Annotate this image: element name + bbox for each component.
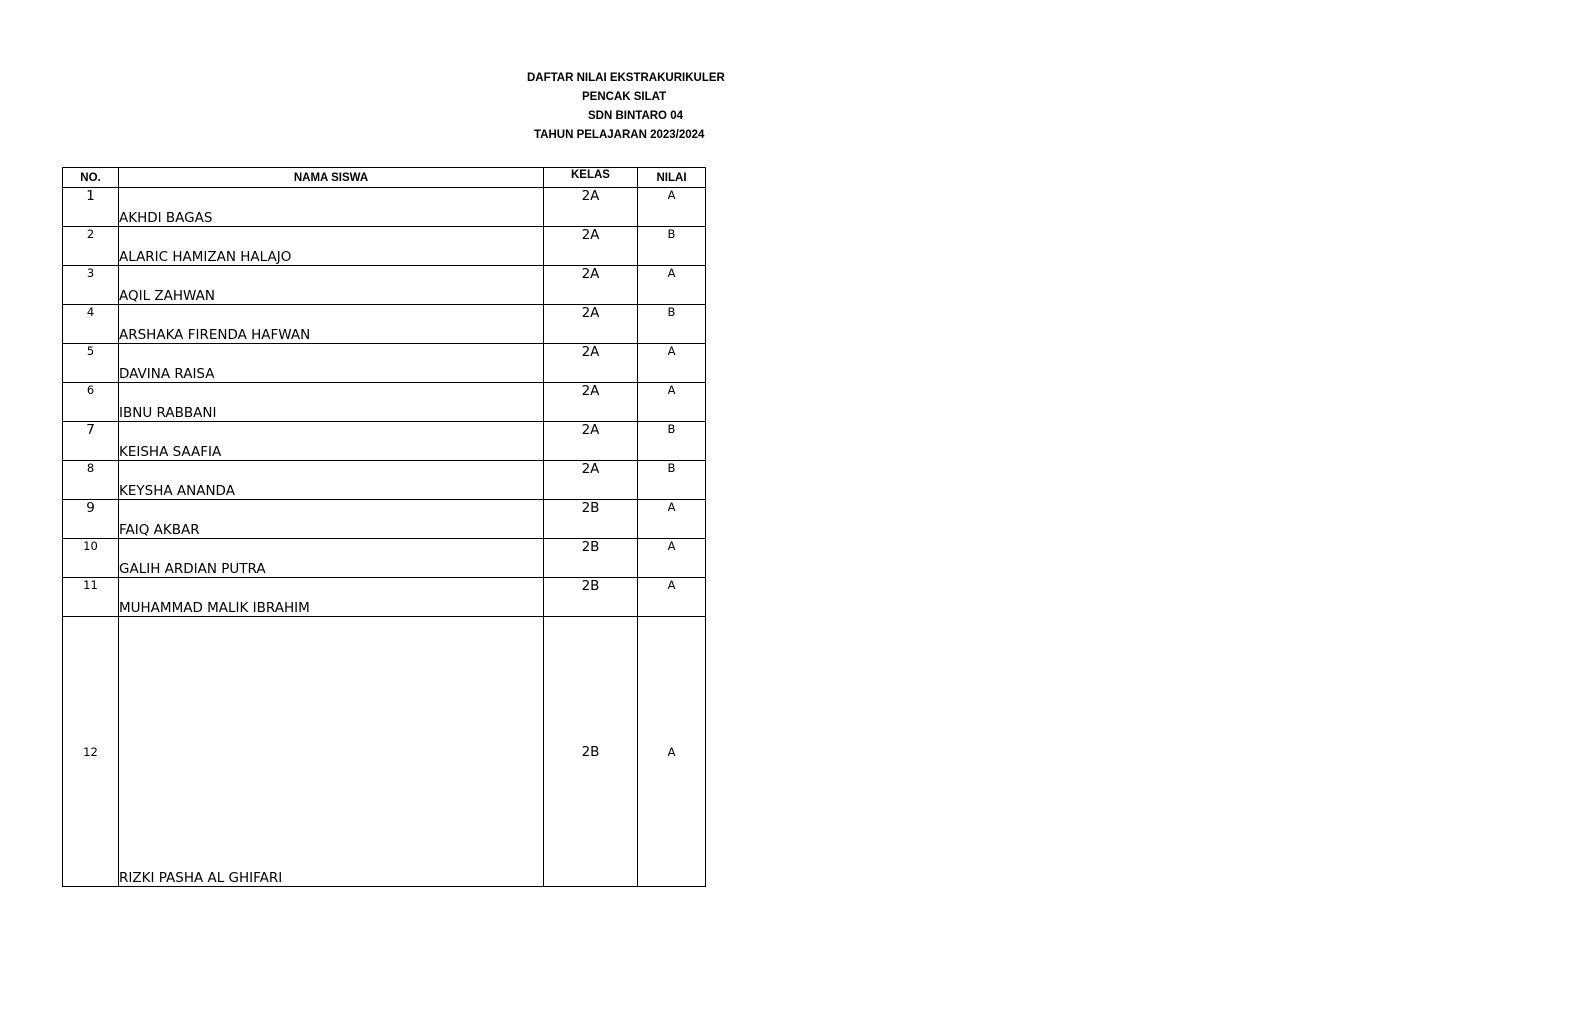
- column-header-kelas: KELAS: [544, 168, 638, 188]
- student-grade: B: [638, 227, 706, 266]
- table-row: [63, 422, 706, 461]
- student-class: 2A: [544, 188, 638, 227]
- student-class: 2B: [544, 500, 638, 539]
- row-number: 11: [63, 578, 119, 617]
- student-class: 2A: [544, 422, 638, 461]
- student-name: GALIH ARDIAN PUTRA: [119, 539, 544, 578]
- document-header: [0, 70, 725, 148]
- student-grade: A: [638, 266, 706, 305]
- row-number: 3: [63, 266, 119, 305]
- row-number: 12: [63, 617, 119, 887]
- table-row: [63, 578, 706, 617]
- student-name: DAVINA RAISA: [119, 344, 544, 383]
- document-title: DAFTAR NILAI EKSTRAKURIKULER: [527, 72, 725, 84]
- student-name: ARSHAKA FIRENDA HAFWAN: [119, 305, 544, 344]
- student-class: 2A: [544, 461, 638, 500]
- table-row: [63, 461, 706, 500]
- table-row: [63, 539, 706, 578]
- student-name: ALARIC HAMIZAN HALAJO: [119, 227, 544, 266]
- student-grade: A: [638, 344, 706, 383]
- student-name: AKHDI BAGAS: [119, 188, 544, 227]
- row-number: 6: [63, 383, 119, 422]
- student-class: 2A: [544, 266, 638, 305]
- student-name: KEISHA SAAFIA: [119, 422, 544, 461]
- table-row: [63, 227, 706, 266]
- student-class: 2B: [544, 539, 638, 578]
- column-header-nilai: NILAI: [638, 168, 706, 188]
- activity-name: PENCAK SILAT: [582, 91, 667, 103]
- row-number: 1: [63, 188, 119, 227]
- table-row: [63, 344, 706, 383]
- student-grade: A: [638, 578, 706, 617]
- academic-year: TAHUN PELAJARAN 2023/2024: [534, 129, 705, 141]
- row-number: 5: [63, 344, 119, 383]
- student-class: 2A: [544, 383, 638, 422]
- table-row: [63, 500, 706, 539]
- student-grade: B: [638, 305, 706, 344]
- student-grade: A: [638, 617, 706, 887]
- row-number: 8: [63, 461, 119, 500]
- grades-table: [62, 167, 706, 887]
- row-number: 10: [63, 539, 119, 578]
- student-grade: B: [638, 461, 706, 500]
- row-number: 9: [63, 500, 119, 539]
- table-row: [63, 305, 706, 344]
- student-grade: A: [638, 539, 706, 578]
- student-grade: B: [638, 422, 706, 461]
- student-class: 2A: [544, 305, 638, 344]
- row-number: 7: [63, 422, 119, 461]
- student-grade: A: [638, 500, 706, 539]
- student-name: MUHAMMAD MALIK IBRAHIM: [119, 578, 544, 617]
- table-row: [63, 188, 706, 227]
- student-class: 2A: [544, 344, 638, 383]
- table-row: [63, 383, 706, 422]
- student-name: RIZKI PASHA AL GHIFARI: [119, 617, 544, 887]
- student-class: 2B: [544, 578, 638, 617]
- table-row: [63, 266, 706, 305]
- student-name: AQIL ZAHWAN: [119, 266, 544, 305]
- student-class: 2B: [544, 617, 638, 887]
- table-row: [63, 617, 706, 887]
- student-class: 2A: [544, 227, 638, 266]
- student-name: FAIQ AKBAR: [119, 500, 544, 539]
- student-grade: A: [638, 188, 706, 227]
- table-header-row: [63, 168, 706, 188]
- school-name: SDN BINTARO 04: [588, 110, 683, 122]
- student-name: KEYSHA ANANDA: [119, 461, 544, 500]
- student-grade: A: [638, 383, 706, 422]
- student-name: IBNU RABBANI: [119, 383, 544, 422]
- column-header-no: NO.: [63, 168, 119, 188]
- column-header-nama: NAMA SISWA: [119, 168, 544, 188]
- row-number: 4: [63, 305, 119, 344]
- row-number: 2: [63, 227, 119, 266]
